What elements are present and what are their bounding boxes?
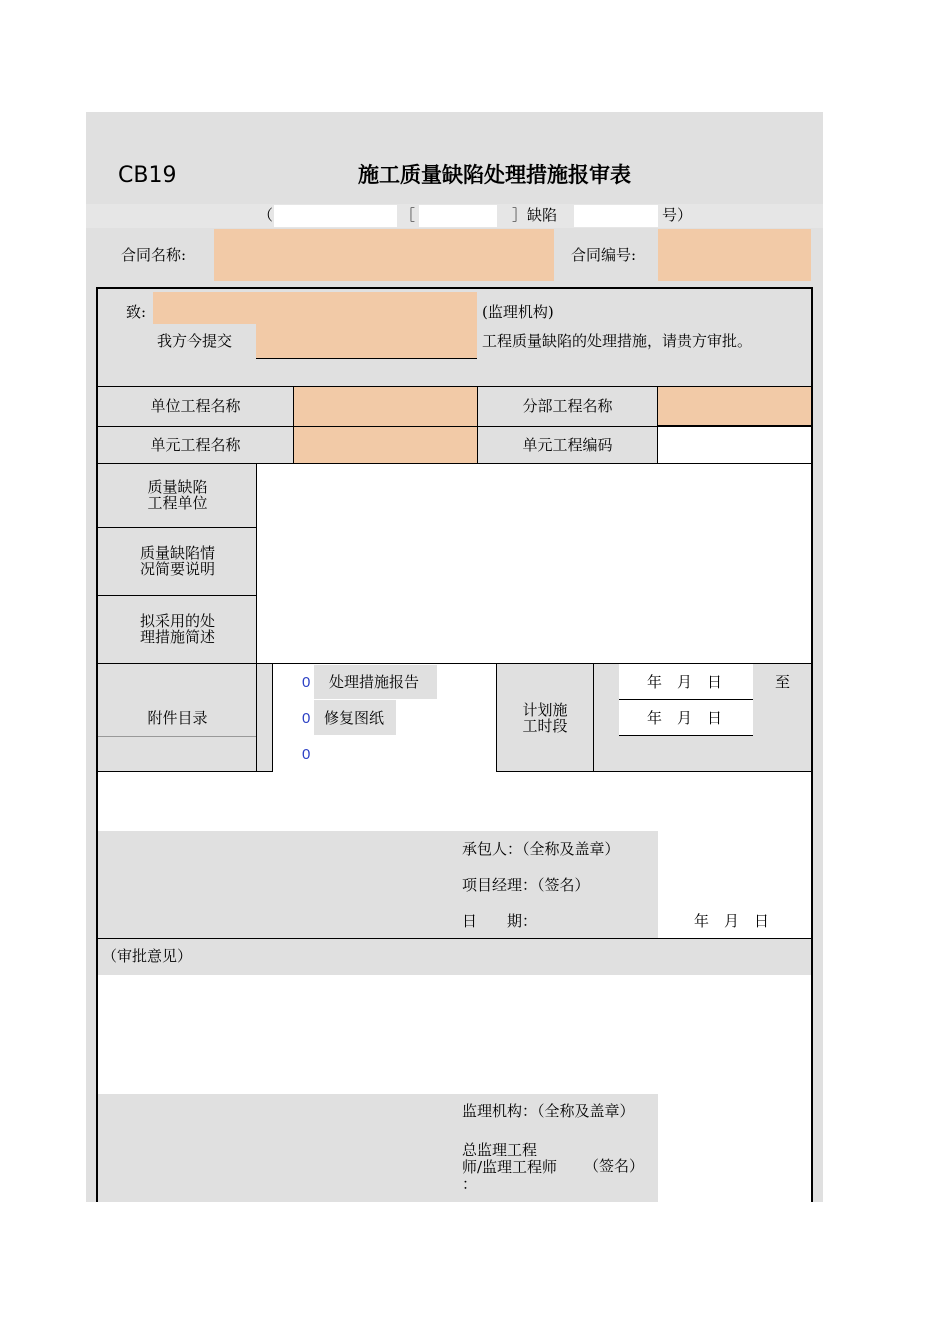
element-code-field[interactable] <box>657 426 811 464</box>
plan-period-label: 计划施 工时段 <box>522 700 568 735</box>
serial-field-3[interactable] <box>574 205 658 227</box>
approval-opinion-label: （审批意见） <box>102 947 193 965</box>
project-manager-label: 项目经理：（签名） <box>462 876 590 894</box>
attachment-count-1: 0 <box>302 674 311 691</box>
defect-desc-label: 质量缺陷情 况简要说明 <box>98 527 257 596</box>
unit-project-label: 单位工程名称 <box>98 387 294 427</box>
attachments-label: 附件目录 <box>147 708 208 727</box>
contract-name-label: 合同名称: <box>121 246 187 264</box>
unit-project-field[interactable] <box>293 387 478 427</box>
serial-field-2[interactable] <box>419 205 497 227</box>
submit-suffix: 工程质量缺陷的处理措施，请贵方审批。 <box>482 332 753 350</box>
attachment-count-3: 0 <box>302 746 311 763</box>
defect-desc-field[interactable] <box>256 527 811 596</box>
measures-field[interactable] <box>256 595 811 664</box>
serial-close-label: 号） <box>662 206 693 224</box>
serial-open-paren: （ <box>258 206 274 224</box>
to-label: 致: <box>126 303 147 321</box>
form-code: CB19 <box>118 163 177 188</box>
element-code-label: 单元工程编码 <box>477 426 658 464</box>
contractor-date-value: 年 月 日 <box>694 912 770 930</box>
contract-no-label: 合同编号: <box>571 246 637 264</box>
sub-project-label: 分部工程名称 <box>477 387 658 427</box>
supervisor-org-label: (监理机构) <box>482 303 554 321</box>
attachment-name-2: 修复图纸 <box>324 709 385 727</box>
contractor-date-label: 日 期： <box>462 912 538 930</box>
element-project-field[interactable] <box>293 426 478 464</box>
plan-end-date: 年 月 日 <box>647 709 723 727</box>
submit-project-field[interactable] <box>256 324 477 359</box>
defect-unit-label: 质量缺陷 工程单位 <box>98 463 257 528</box>
form-title: 施工质量缺陷处理措施报审表 <box>358 163 631 187</box>
chief-engineer-label: 总监理工程 师/监理工程师 ： <box>462 1141 558 1193</box>
contract-no-field[interactable] <box>658 229 811 281</box>
defect-unit-field[interactable] <box>256 463 811 528</box>
supervisor-org-sign-label: 监理机构：（全称及盖章） <box>462 1102 635 1120</box>
submit-prefix: 我方今提交 <box>157 332 233 350</box>
plan-start-date: 年 月 日 <box>647 673 723 691</box>
serial-defect-label: ］缺陷 <box>512 206 558 224</box>
serial-open-bracket: ［ <box>400 206 416 224</box>
contract-name-field[interactable] <box>214 229 554 281</box>
serial-field-1[interactable] <box>274 205 397 227</box>
chief-engineer-sign: （签名） <box>584 1157 645 1175</box>
approval-opinion-field[interactable] <box>98 975 811 1094</box>
element-project-label: 单元工程名称 <box>98 426 294 464</box>
measures-label: 拟采用的处 理措施简述 <box>98 595 257 664</box>
contractor-label: 承包人：（全称及盖章） <box>462 840 620 858</box>
attachment-count-2: 0 <box>302 710 311 727</box>
plan-to-label: 至 <box>775 673 791 691</box>
sub-project-field[interactable] <box>658 387 811 426</box>
attachment-name-1: 处理措施报告 <box>329 673 420 691</box>
to-field[interactable] <box>153 292 477 324</box>
